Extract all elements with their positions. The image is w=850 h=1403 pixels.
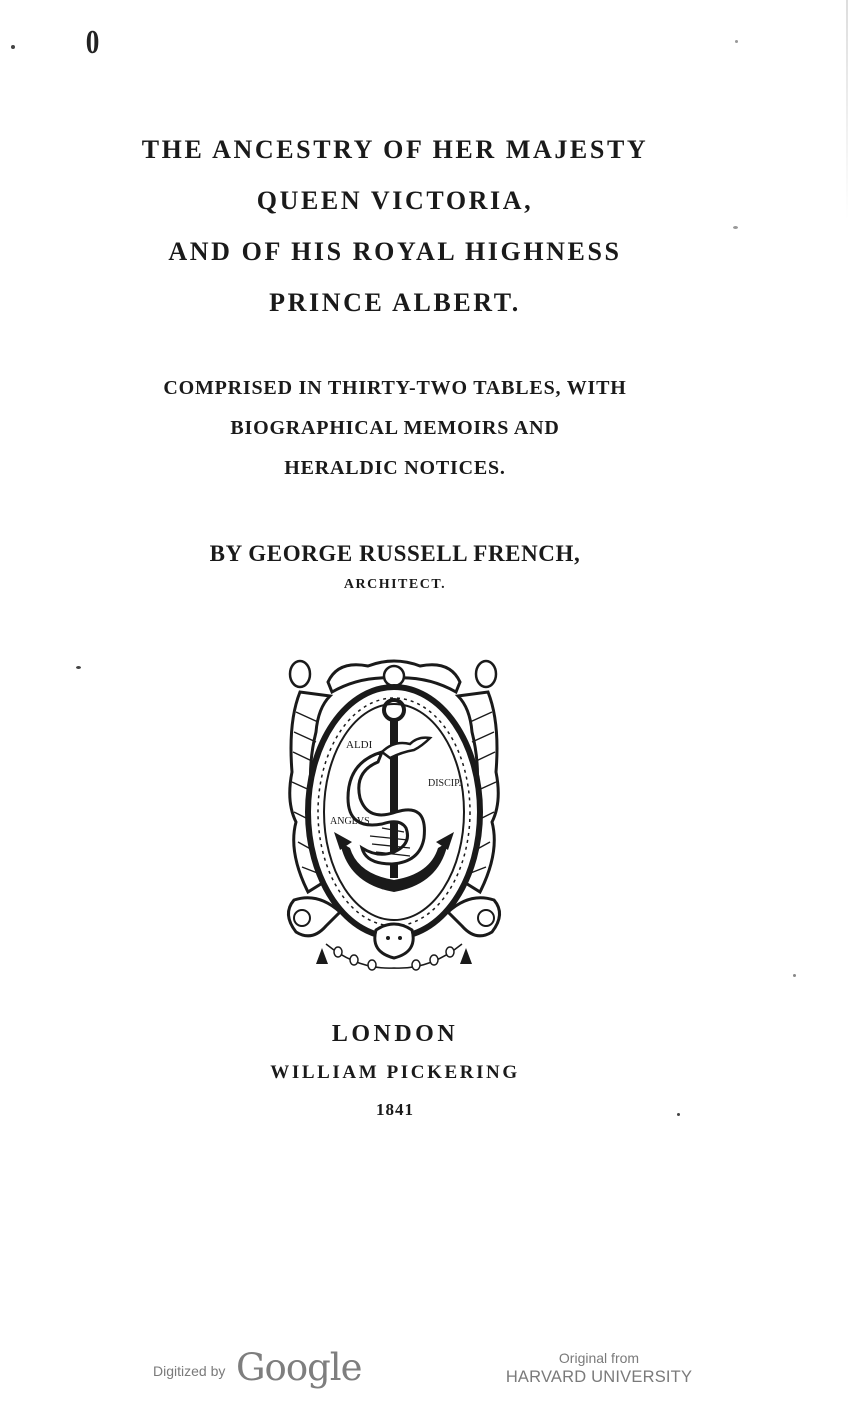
author-byline: BY GEORGE RUSSELL FRENCH, (209, 541, 581, 566)
imprint-city: LONDON (331, 1021, 459, 1047)
motto-aldi: ALDI (346, 739, 373, 751)
ink-speck (735, 40, 738, 43)
digitized-by-label: Digitized by (153, 1363, 226, 1379)
original-from-label: Original from (558, 1350, 640, 1366)
ink-speck (76, 666, 81, 669)
imprint-year: 1841 (376, 1100, 414, 1119)
imprint-publisher: WILLIAM PICKERING (270, 1062, 520, 1083)
ink-speck (733, 226, 738, 229)
page-edge-shadow (846, 0, 848, 220)
library-mark: 0 (85, 24, 100, 61)
title-line-1: THE ANCESTRY OF HER MAJESTY (141, 135, 649, 164)
subtitle-line-2: BIOGRAPHICAL MEMOIRS AND (230, 417, 560, 439)
title-line-3: AND OF HIS ROYAL HIGHNESS (168, 237, 622, 266)
title-line-2: QUEEN VICTORIA, (256, 186, 534, 215)
author-profession: ARCHITECT. (343, 577, 447, 592)
motto-discip: DISCIP. (428, 778, 462, 789)
institution-label: HARVARD UNIVERSITY (505, 1368, 693, 1386)
motto-anglvs: ANGLVS (330, 816, 370, 827)
title-line-4: PRINCE ALBERT. (269, 288, 521, 317)
ink-speck (793, 974, 796, 977)
google-logo: Google (236, 1346, 362, 1389)
ink-speck (11, 45, 15, 49)
subtitle-line-1: COMPRISED IN THIRTY-TWO TABLES, WITH (163, 377, 627, 399)
subtitle-line-3: HERALDIC NOTICES. (284, 457, 506, 479)
aldine-anchor-dolphin-icon (278, 652, 510, 977)
